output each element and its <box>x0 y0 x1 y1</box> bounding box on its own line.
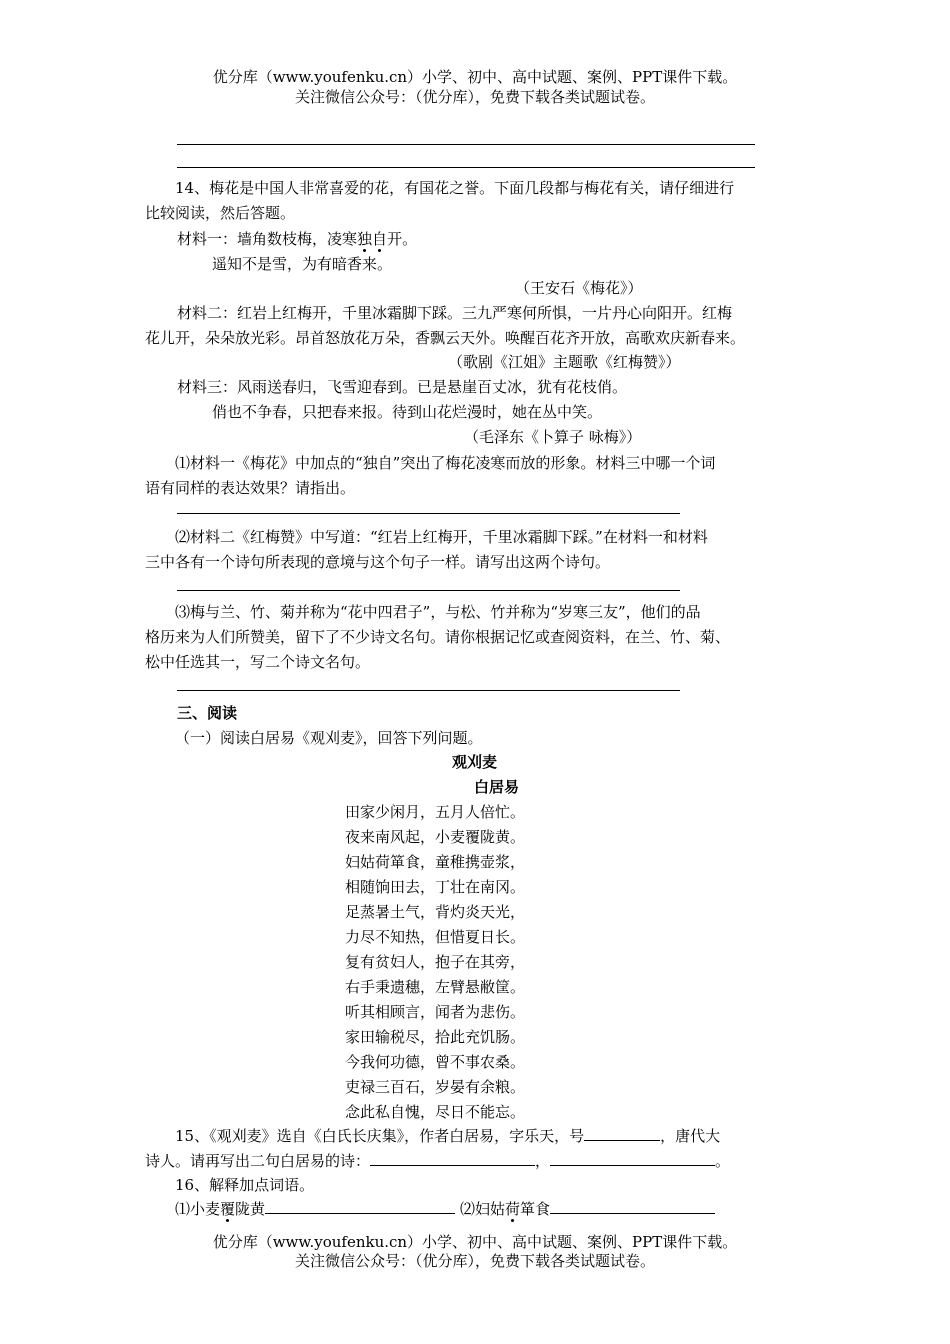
q16-item-1 <box>175 1198 455 1219</box>
material-1-text-a: 墙角数枝梅，凌寒 <box>237 230 358 248</box>
q16-item-1-b: 陇黄 <box>235 1200 266 1218</box>
material-1-source: （王安石《梅花》） <box>515 279 643 297</box>
q16-item-1-a: ⑴小麦 <box>175 1200 221 1218</box>
poem-line: 家田输税尽，拾此充饥肠。 <box>345 1028 526 1046</box>
poem-line: 力尽不知热，但惜夏日长。 <box>345 928 526 946</box>
q15-blank-poem-1[interactable] <box>370 1151 535 1166</box>
q14-intro-line-2: 比较阅读，然后答题。 <box>145 204 296 222</box>
poem-line: 妇姑荷箪食，童稚携壶浆， <box>345 853 526 871</box>
q14-sub3-line-3: 松中任选其一，写二个诗文名句。 <box>145 653 371 671</box>
q16-blank-1[interactable] <box>265 1199 455 1214</box>
material-1-line-1 <box>177 228 417 249</box>
q14-sub2-line-1: ⑵材料二《红梅赞》中写道：“红岩上红梅开，千里冰霜脚下踩。”在材料一和材料 <box>175 528 708 546</box>
q16-blank-2[interactable] <box>550 1199 715 1214</box>
answer-line <box>177 144 755 145</box>
poem-line: 田家少闲月，五月人倍忙。 <box>345 803 526 821</box>
poem-line: 念此私自愧，尽日不能忘。 <box>345 1103 526 1121</box>
q15-blank-hao[interactable] <box>584 1126 660 1141</box>
q16-title: 16、解释加点词语。 <box>175 1176 315 1194</box>
material-3-source: （毛泽东《卜算子 咏梅》） <box>464 428 642 446</box>
header-line-2: 关注微信公众号：（优分库），免费下载各类试题试卷。 <box>294 88 655 106</box>
q14-sub1-line-1: ⑴材料一《梅花》中加点的“独自”突出了梅花凌寒而放的形象。材料三中哪一个词 <box>175 454 716 472</box>
q14-sub3-line-1: ⑶梅与兰、竹、菊并称为“花中四君子”，与松、竹并称为“岁寒三友”，他们的品 <box>175 603 701 621</box>
answer-line <box>177 513 680 514</box>
poem-line: 相随饷田去，丁壮在南冈。 <box>345 878 526 896</box>
q16-item-2-a: ⑵妇姑 <box>460 1200 506 1218</box>
material-2-line-2: 花儿开，朵朵放光彩。昂首怒放花万朵，香飘云天外。唤醒百花齐开放，高歌欢庆新春来。 <box>145 329 746 347</box>
section-heading: 三、阅读 <box>177 704 238 722</box>
poem-line: 足蒸暑土气，背灼炎天光， <box>345 903 526 921</box>
answer-line <box>177 590 680 591</box>
q15-text-b: ，唐代大 <box>660 1127 721 1145</box>
reading-part-1: （一）阅读白居易《观刈麦》，回答下列问题。 <box>175 729 483 747</box>
q15-period: 。 <box>715 1152 731 1170</box>
material-1-text-b: 开。 <box>387 230 418 248</box>
q15-blank-poem-2[interactable] <box>550 1151 715 1166</box>
answer-line <box>177 690 680 691</box>
poem-title: 观刈麦 <box>452 753 498 771</box>
q15-text-a: 15、《观刈麦》选自《白氏长庆集》，作者白居易，字乐天，号 <box>175 1127 585 1145</box>
dotted-char: 自 <box>372 230 388 248</box>
q16-item-2 <box>460 1198 715 1219</box>
poem-line: 右手秉遗穗，左臂悬敝筐。 <box>345 978 526 996</box>
dotted-char: 荷 <box>505 1200 521 1218</box>
material-1-line-2: 遥知不是雪，为有暗香来。 <box>212 255 393 273</box>
dotted-char: 覆 <box>220 1200 236 1218</box>
answer-line <box>177 167 755 168</box>
q14-sub2-line-2: 三中各有一个诗句所表现的意境与这个句子一样。请写出这两个诗句。 <box>145 553 611 571</box>
q15-comma: ， <box>535 1152 551 1170</box>
footer-line-2: 关注微信公众号：（优分库），免费下载各类试题试卷。 <box>294 1252 655 1270</box>
q15-line-1 <box>175 1125 720 1146</box>
q14-intro-line-1: 14、梅花是中国人非常喜爱的花，有国花之誉。下面几段都与梅花有关，请仔细进行 <box>175 179 735 197</box>
q15-line-2 <box>145 1150 730 1171</box>
dotted-char: 独 <box>357 230 373 248</box>
poem-line: 今我何功德，曾不事农桑。 <box>345 1053 526 1071</box>
material-3-line-1: 材料三：风雨送春归，飞雪迎春到。已是悬崖百丈冰，犹有花枝俏。 <box>177 378 628 396</box>
poem-line: 复有贫妇人，抱子在其旁， <box>345 953 526 971</box>
material-2-line-1: 材料二：红岩上红梅开，千里冰霜脚下踩。三九严寒何所惧，一片丹心向阳开。红梅 <box>177 304 733 322</box>
q15-text-c: 诗人。请再写出二句白居易的诗： <box>145 1152 371 1170</box>
q14-sub3-line-2: 格历来为人们所赞美，留下了不少诗文名句。请你根据记忆或查阅资料，在兰、竹、菊、 <box>145 628 731 646</box>
poem-line: 吏禄三百石，岁晏有余粮。 <box>345 1078 526 1096</box>
material-1-label: 材料一： <box>177 230 238 248</box>
material-3-line-2: 俏也不争春，只把春来报。待到山花烂漫时，她在丛中笑。 <box>212 403 603 421</box>
poem-author: 白居易 <box>474 778 520 796</box>
material-2-source: （歌剧《江姐》主题歌《红梅赞》） <box>448 353 681 371</box>
footer-line-1: 优分库（www.youfenku.cn）小学、初中、高中试题、案例、PPT课件下载。 <box>212 1233 738 1251</box>
poem-line: 夜来南风起，小麦覆陇黄。 <box>345 828 526 846</box>
q14-sub1-line-2: 语有同样的表达效果？请指出。 <box>145 479 356 497</box>
q16-item-2-b: 箪食 <box>520 1200 551 1218</box>
header-line-1: 优分库（www.youfenku.cn）小学、初中、高中试题、案例、PPT课件下载。 <box>212 68 738 86</box>
poem-line: 听其相顾言，闻者为悲伤。 <box>345 1003 526 1021</box>
